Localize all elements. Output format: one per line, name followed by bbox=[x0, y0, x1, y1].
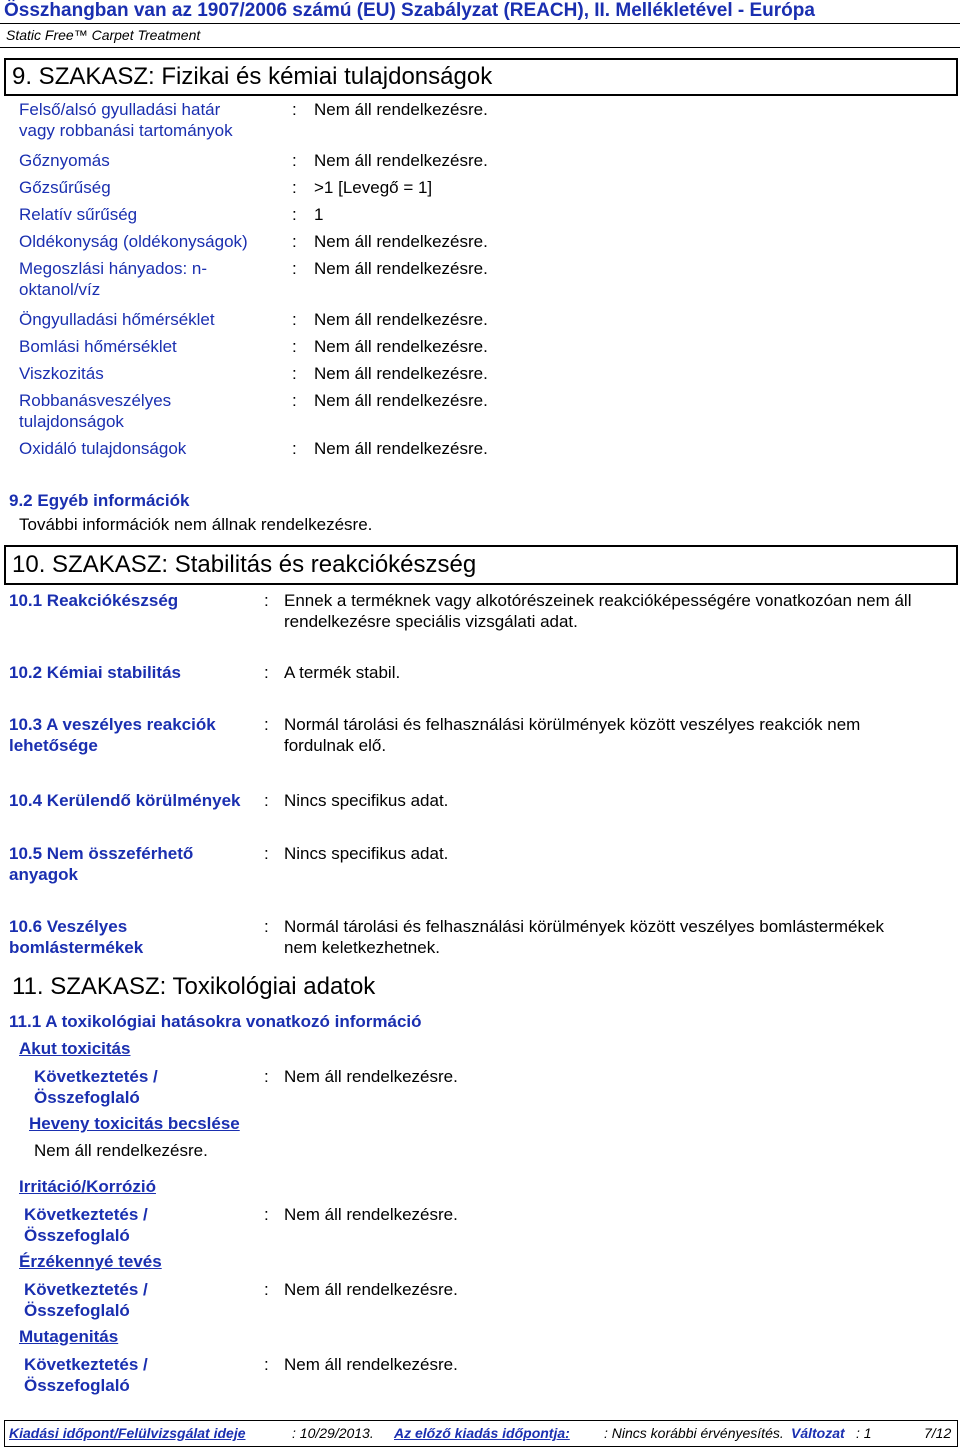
mutagenicity-heading: Mutagenitás bbox=[19, 1327, 119, 1346]
item-value: Nincs specifikus adat. bbox=[284, 844, 449, 863]
colon: : bbox=[292, 100, 297, 119]
acute-estimate-heading: Heveny toxicitás becslése bbox=[29, 1114, 240, 1133]
colon: : bbox=[264, 1355, 269, 1374]
property-value: Nem áll rendelkezésre. bbox=[314, 439, 488, 458]
item-value: Normál tárolási és felhasználási körülmények között veszélyes reakciók nem fordulnak elő. bbox=[284, 715, 861, 755]
item-value: A termék stabil. bbox=[284, 663, 401, 682]
property-label: Gőznyomás bbox=[19, 151, 110, 170]
page-number: 7/12 bbox=[924, 1425, 952, 1441]
property-value: Nem áll rendelkezésre. bbox=[314, 391, 488, 410]
colon: : bbox=[264, 663, 269, 682]
conclusion-value: Nem áll rendelkezésre. bbox=[284, 1205, 458, 1224]
property-label: Bomlási hőmérséklet bbox=[19, 337, 177, 356]
previous-issue-label: Az előző kiadás időpontja: bbox=[394, 1425, 570, 1441]
property-label: Relatív sűrűség bbox=[19, 205, 138, 224]
item-value: Normál tárolási és felhasználási körülmények között veszélyes bomlástermékek nem keletkezhetnek. bbox=[284, 917, 884, 957]
conclusion-label: Következtetés / Összefoglaló bbox=[34, 1067, 158, 1107]
colon: : bbox=[264, 1067, 269, 1086]
colon: : bbox=[292, 364, 297, 383]
property-label: Gőzsűrűség bbox=[19, 178, 111, 197]
subsection-9-2-text: További információk nem állnak rendelkezésre. bbox=[19, 515, 373, 534]
conclusion-value: Nem áll rendelkezésre. bbox=[284, 1355, 458, 1374]
colon: : bbox=[292, 232, 297, 251]
product-name: Static Free™ Carpet Treatment bbox=[6, 27, 201, 43]
conclusion-label: Következtetés / Összefoglaló bbox=[24, 1355, 148, 1395]
footer-bar bbox=[4, 1420, 958, 1447]
colon: : bbox=[292, 439, 297, 458]
section-9-title: 9. SZAKASZ: Fizikai és kémiai tulajdonságok bbox=[4, 58, 958, 96]
property-value: Nem áll rendelkezésre. bbox=[314, 100, 488, 119]
colon: : bbox=[264, 917, 269, 936]
issue-date-value: : 10/29/2013. bbox=[292, 1425, 374, 1441]
item-label: 10.1 Reakciókészség bbox=[9, 591, 179, 610]
document-header-title: Összhangban van az 1907/2006 számú (EU) Szabályzat (REACH), II. Mellékletével - Európa bbox=[4, 0, 815, 21]
property-label: Oldékonyság (oldékonyságok) bbox=[19, 232, 248, 251]
property-value: Nem áll rendelkezésre. bbox=[314, 259, 488, 278]
property-value: >1 [Levegő = 1] bbox=[314, 178, 433, 197]
property-label: Robbanásveszélyes tulajdonságok bbox=[19, 391, 172, 431]
colon: : bbox=[264, 1280, 269, 1299]
item-value: Nincs specifikus adat. bbox=[284, 791, 449, 810]
section-11-title: 11. SZAKASZ: Toxikológiai adatok bbox=[4, 966, 958, 1006]
property-value: Nem áll rendelkezésre. bbox=[314, 337, 488, 356]
item-label: 10.2 Kémiai stabilitás bbox=[9, 663, 181, 682]
item-value: Ennek a terméknek vagy alkotórészeinek reakcióképességére vonatkozóan nem áll rendelkezésre speciális vizsgálati adat. bbox=[284, 591, 912, 631]
sensitization-heading: Érzékennyé tevés bbox=[19, 1252, 162, 1271]
subsection-9-2-title: 9.2 Egyéb információk bbox=[9, 491, 190, 510]
property-label: Viszkozitás bbox=[19, 364, 104, 383]
item-label: 10.6 Veszélyes bomlástermékek bbox=[9, 917, 144, 957]
acute-toxicity-heading: Akut toxicitás bbox=[19, 1039, 131, 1058]
product-name-bar bbox=[0, 23, 960, 48]
item-label: 10.3 A veszélyes reakciók lehetősége bbox=[9, 715, 216, 755]
colon: : bbox=[292, 310, 297, 329]
conclusion-label: Következtetés / Összefoglaló bbox=[24, 1280, 148, 1320]
property-label: Öngyulladási hőmérséklet bbox=[19, 310, 215, 329]
property-value: Nem áll rendelkezésre. bbox=[314, 364, 488, 383]
conclusion-label: Következtetés / Összefoglaló bbox=[24, 1205, 148, 1245]
irritation-heading: Irritáció/Korrózió bbox=[19, 1177, 156, 1196]
item-label: 10.5 Nem összeférhető anyagok bbox=[9, 844, 194, 884]
conclusion-value: Nem áll rendelkezésre. bbox=[284, 1280, 458, 1299]
property-value: 1 bbox=[314, 205, 324, 224]
acute-estimate-value: Nem áll rendelkezésre. bbox=[34, 1141, 208, 1160]
property-label: Megoszlási hányados: n- oktanol/víz bbox=[19, 259, 208, 299]
conclusion-value: Nem áll rendelkezésre. bbox=[284, 1067, 458, 1086]
version-value: : 1 bbox=[856, 1425, 872, 1441]
property-value: Nem áll rendelkezésre. bbox=[314, 310, 488, 329]
colon: : bbox=[264, 591, 269, 610]
colon: : bbox=[264, 715, 269, 734]
section-10-title: 10. SZAKASZ: Stabilitás és reakciókészség bbox=[4, 545, 958, 585]
previous-issue-value: : Nincs korábbi érvényesítés. bbox=[604, 1425, 784, 1441]
property-value: Nem áll rendelkezésre. bbox=[314, 151, 488, 170]
property-label: Oxidáló tulajdonságok bbox=[19, 439, 187, 458]
colon: : bbox=[292, 259, 297, 278]
colon: : bbox=[264, 791, 269, 810]
colon: : bbox=[292, 337, 297, 356]
colon: : bbox=[292, 151, 297, 170]
subsection-11-1-title: 11.1 A toxikológiai hatásokra vonatkozó információ bbox=[9, 1012, 422, 1031]
colon: : bbox=[264, 844, 269, 863]
colon: : bbox=[292, 391, 297, 410]
colon: : bbox=[292, 178, 297, 197]
colon: : bbox=[292, 205, 297, 224]
property-label: Felső/alsó gyulladási határ vagy robbanási tartományok bbox=[19, 100, 233, 140]
colon: : bbox=[264, 1205, 269, 1224]
property-value: Nem áll rendelkezésre. bbox=[314, 232, 488, 251]
item-label: 10.4 Kerülendő körülmények bbox=[9, 791, 241, 810]
version-label: Változat bbox=[791, 1425, 845, 1441]
issue-date-label: Kiadási időpont/Felülvizsgálat ideje bbox=[9, 1425, 246, 1441]
